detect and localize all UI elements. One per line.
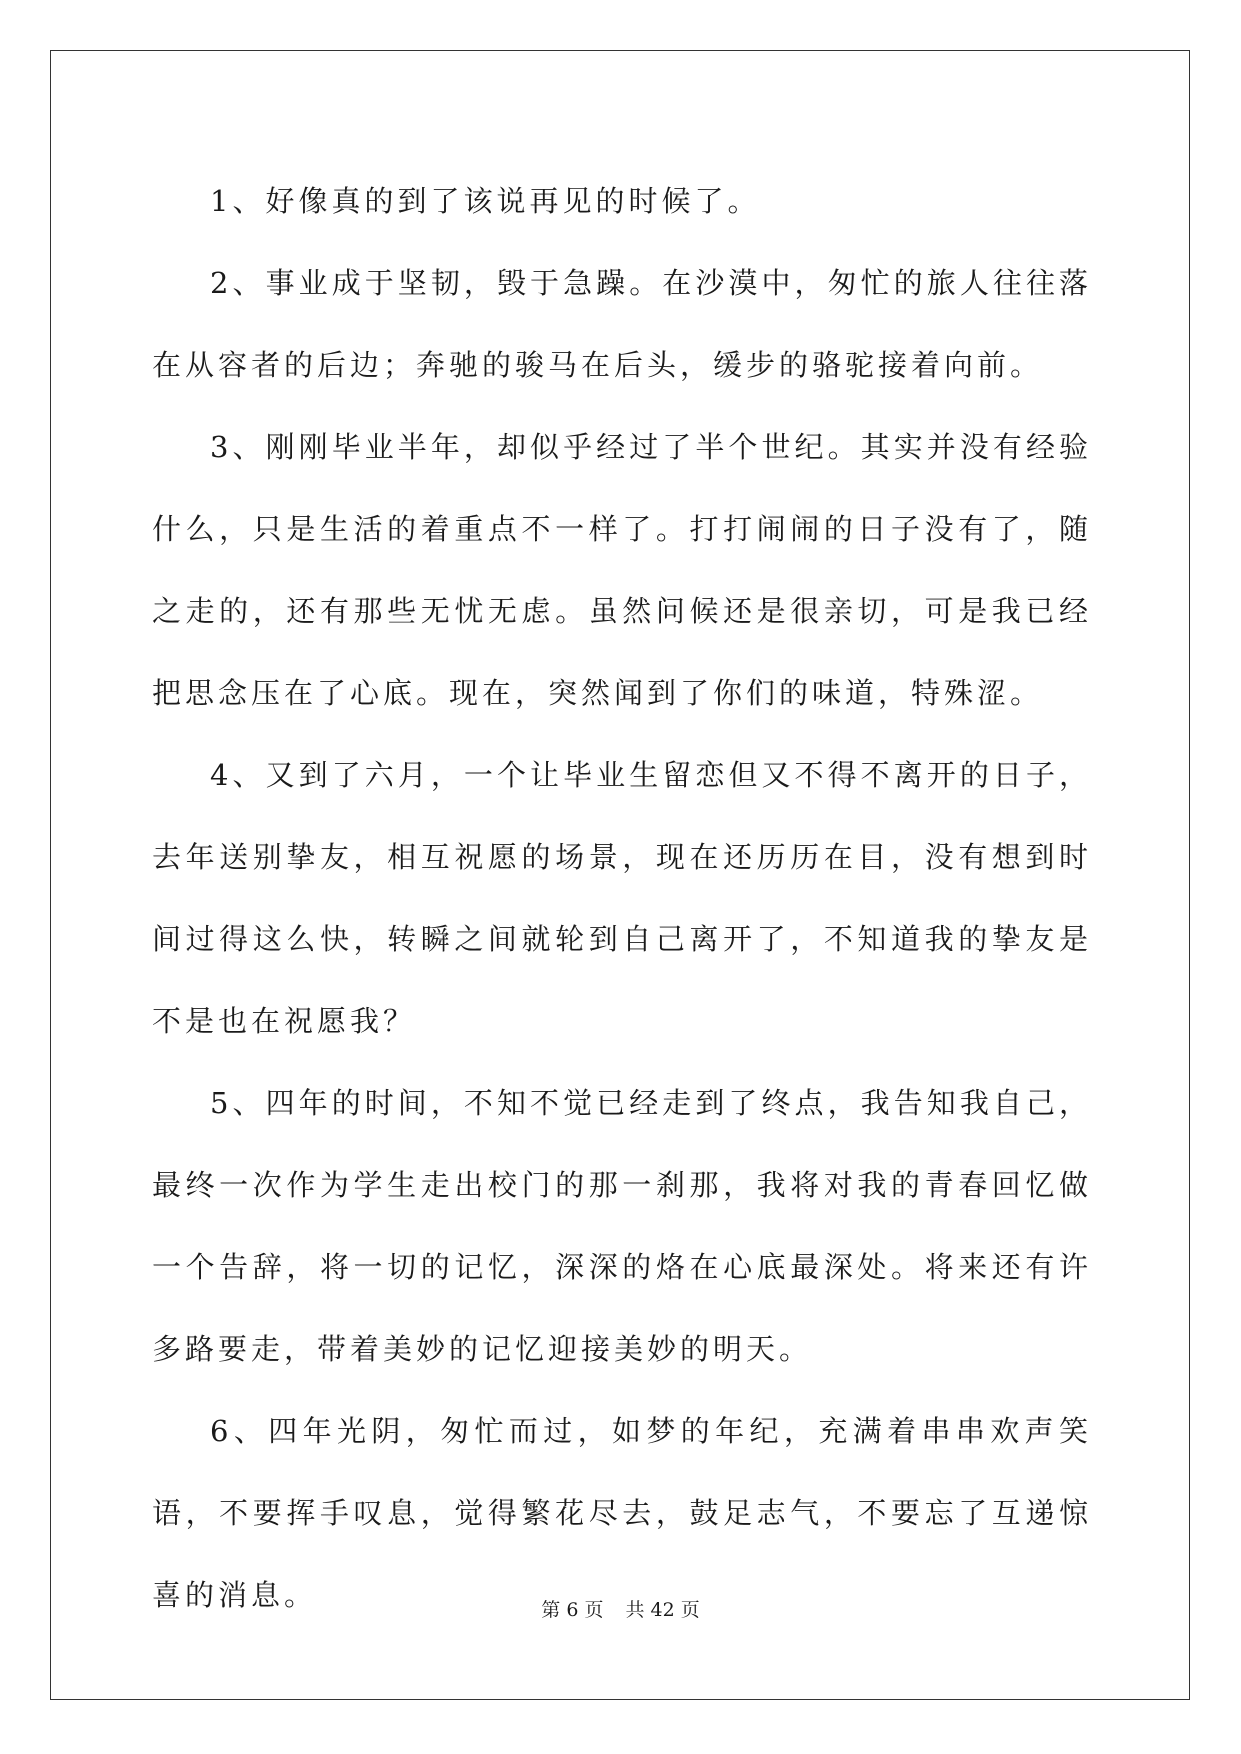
page-number: 第 6 页	[541, 1599, 604, 1621]
paragraph-3: 3、刚刚毕业半年，却似乎经过了半个世纪。其实并没有经验什么，只是生活的着重点不一样了。打打闹闹的日子没有了，随之走的，还有那些无忧无虑。虽然问候还是很亲切，可是我已经把思念压在了心底。现在，突然闻到了你们的味道，特殊涩。	[152, 430, 1092, 710]
paragraph-1: 1、好像真的到了该说再见的时候了。	[210, 184, 761, 218]
paragraph-5: 5、四年的时间，不知不觉已经走到了终点，我告知我自己，最终一次作为学生走出校门的那一刹那，我将对我的青春回忆做一个告辞，将一切的记忆，深深的烙在心底最深处。将来还有许多路要走，带着美妙的记忆迎接美妙的明天。	[152, 1086, 1092, 1366]
paragraph-6: 6、四年光阴，匆忙而过，如梦的年纪，充满着串串欢声笑语，不要挥手叹息，觉得繁花尽去，鼓足志气，不要忘了互递惊喜的消息。	[152, 1414, 1092, 1612]
page-footer	[0, 1595, 1241, 1622]
document-body	[152, 160, 1092, 1636]
paragraph-2: 2、事业成于坚韧，毁于急躁。在沙漠中，匆忙的旅人往往落在从容者的后边；奔驰的骏马在后头，缓步的骆驼接着向前。	[152, 266, 1092, 382]
paragraph-4: 4、又到了六月，一个让毕业生留恋但又不得不离开的日子，去年送别挚友，相互祝愿的场景，现在还历历在目，没有想到时间过得这么快，转瞬之间就轮到自己离开了，不知道我的挚友是不是也在祝愿我？	[152, 758, 1092, 1038]
page-total: 共 42 页	[625, 1599, 700, 1621]
